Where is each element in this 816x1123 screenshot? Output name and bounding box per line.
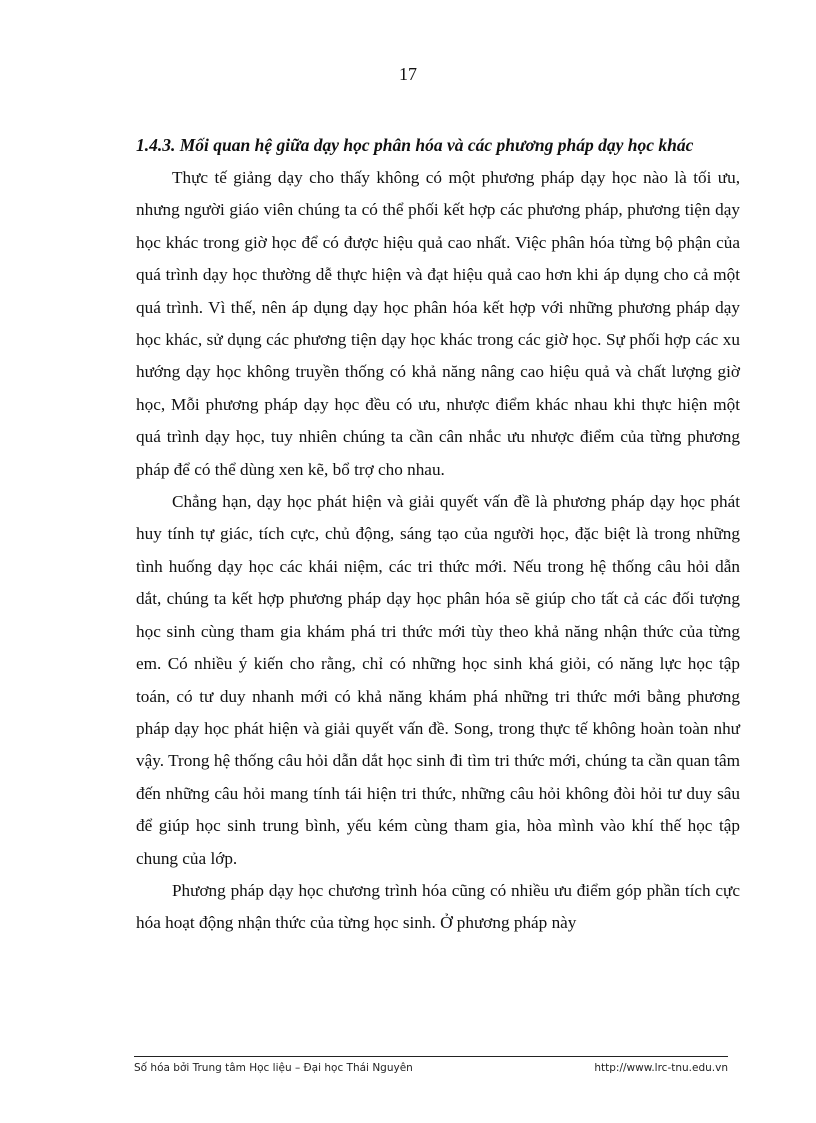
section-heading: 1.4.3. Mối quan hệ giữa dạy học phân hóa và các phương pháp dạy học khác xyxy=(136,135,694,155)
footer-source-text: Số hóa bởi Trung tâm Học liệu – Đại học Thái Nguyên xyxy=(134,1062,413,1074)
document-body xyxy=(136,128,740,940)
page-footer xyxy=(134,1062,728,1078)
page-number: 17 xyxy=(399,64,417,84)
paragraph: Phương pháp dạy học chương trình hóa cũng có nhiều ưu điểm góp phần tích cực hóa hoạt động nhận thức của từng học sinh. Ở phương pháp này xyxy=(136,880,740,933)
paragraph: Thực tế giảng dạy cho thấy không có một phương pháp dạy học nào là tối ưu, nhưng người giáo viên chúng ta có thể phối kết hợp các phương pháp, phương tiện dạy học khác trong giờ học để có được hiệu quả cao nhất. Việc phân hóa từng bộ phận của quá trình dạy học thường dễ thực hiện và đạt hiệu quả cao hơn khi áp dụng cho cả một quá trình. Vì thế, nên áp dụng dạy học phân hóa kết hợp với những phương pháp dạy học khác, sử dụng các phương tiện dạy học khác trong các giờ học. Sự phối hợp các xu hướng dạy học không truyền thống có khả năng nâng cao hiệu quả và chất lượng giờ học, Mỗi phương pháp dạy học đều có ưu, nhược điểm khác nhau khi thực hiện một quá trình dạy học, tuy nhiên chúng ta cần cân nhắc ưu nhược điểm của từng phương pháp để có thể dùng xen kẽ, bổ trợ cho nhau. xyxy=(136,168,740,479)
paragraph: Chẳng hạn, dạy học phát hiện và giải quyết vấn đề là phương pháp dạy học phát huy tính tự giác, tích cực, chủ động, sáng tạo của người học, đặc biệt là trong những tình huống dạy học các khái niệm, các tri thức mới. Nếu trong hệ thống câu hỏi dẫn dắt, chúng ta kết hợp phương pháp dạy học phân hóa sẽ giúp cho tất cả các đối tượng học sinh cùng tham gia khám phá tri thức mới tùy theo khả năng nhận thức của từng em. Có nhiều ý kiến cho rằng, chỉ có những học sinh khá giỏi, có năng lực học tập toán, có tư duy nhanh mới có khả năng khám phá những tri thức mới bằng phương pháp dạy học phát hiện và giải quyết vấn đề. Song, trong thực tế không hoàn toàn như vậy. Trong hệ thống câu hỏi dẫn dắt học sinh đi tìm tri thức mới, chúng ta cần quan tâm đến những câu hỏi mang tính tái hiện tri thức, những câu hỏi không đòi hỏi tư duy sâu để giúp học sinh trung bình, yếu kém cùng tham gia, hòa mình vào khí thế học tập chung của lớp. xyxy=(136,492,740,868)
footer-divider xyxy=(134,1056,728,1057)
footer-url: http://www.lrc-tnu.edu.vn xyxy=(594,1062,728,1074)
